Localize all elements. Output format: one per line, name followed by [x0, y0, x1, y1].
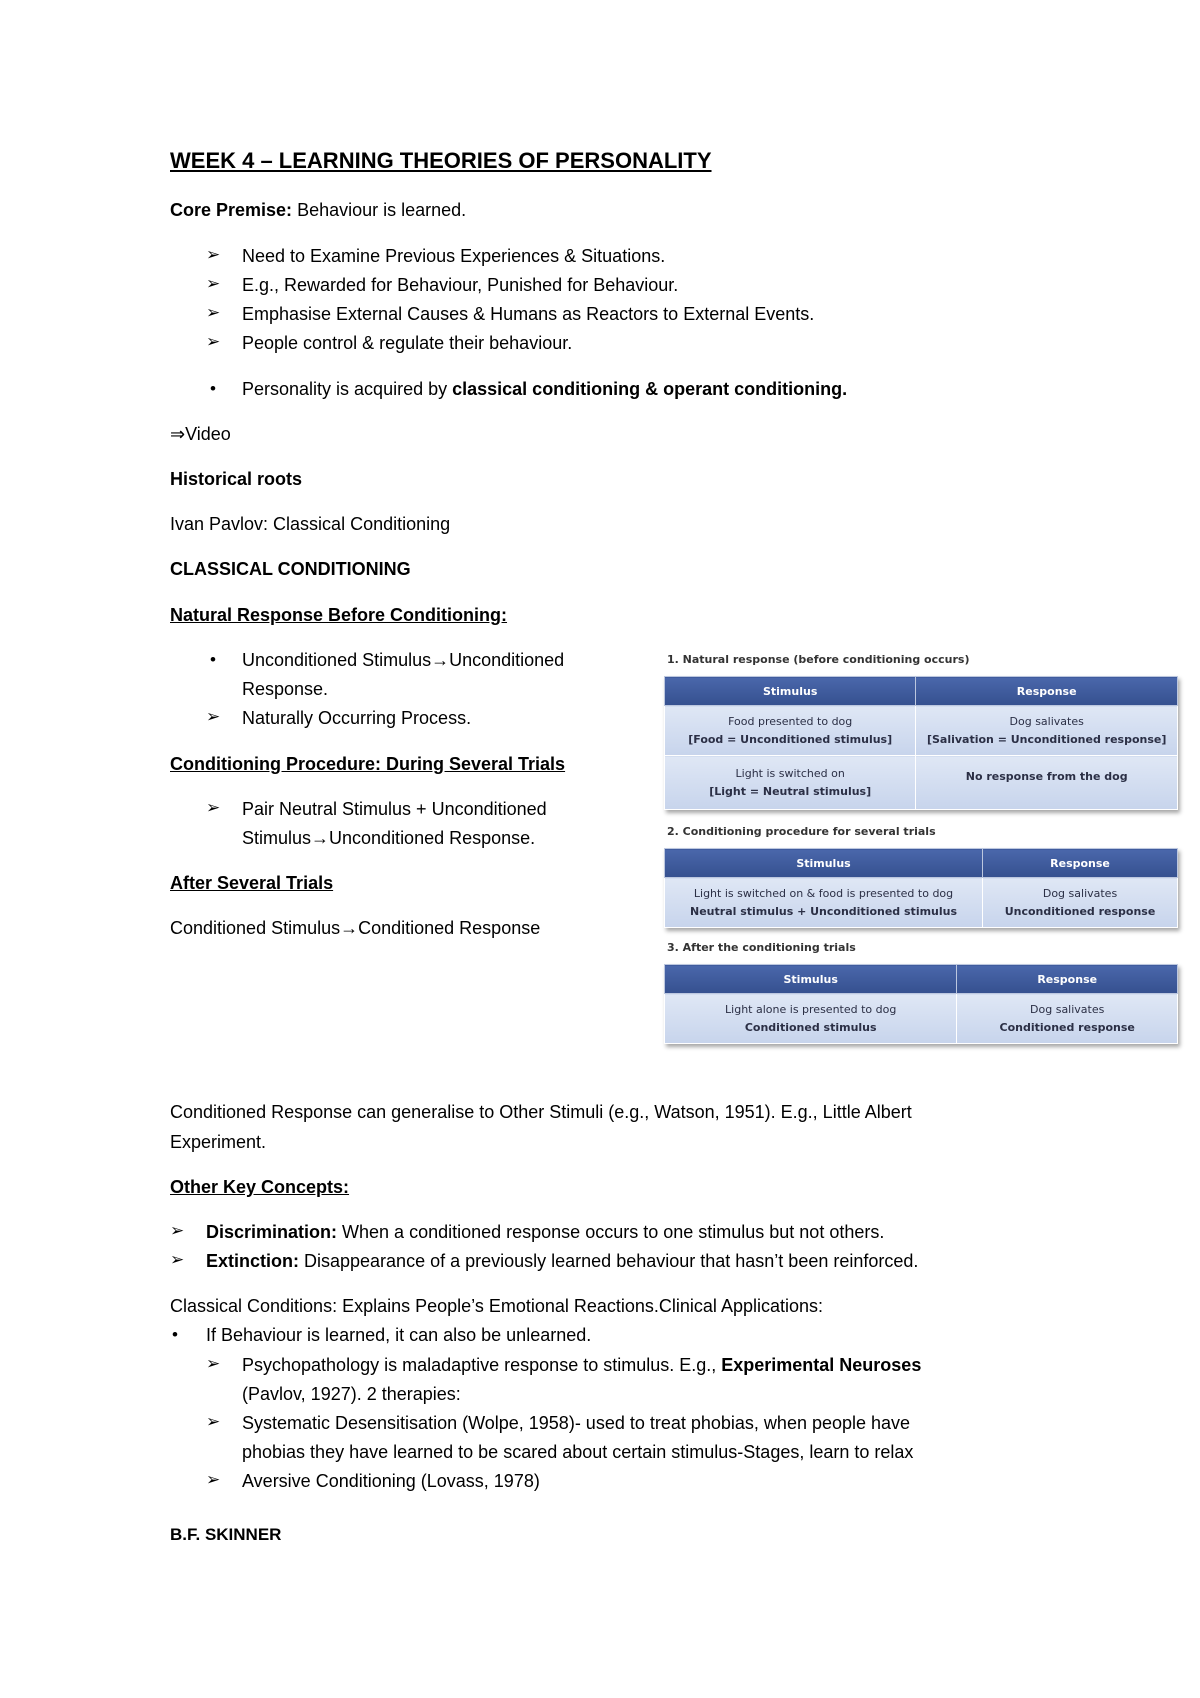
table-header: Stimulus [665, 965, 957, 994]
arrow-bullet-icon: ➢ [206, 274, 221, 293]
page-title: WEEK 4 – LEARNING THEORIES OF PERSONALITY [170, 148, 712, 173]
acquired-statement [242, 378, 847, 400]
procedure-item-line2: Stimulus→Unconditioned Response. [242, 828, 536, 848]
arrow-bullet-icon: ➢ [206, 245, 221, 264]
arrow-bullet-icon: ➢ [206, 707, 221, 726]
table-cell: Food presented to dog [Food = Unconditioned stimulus] [665, 706, 916, 756]
arrow-bullet-icon: ➢ [206, 1354, 221, 1373]
table-natural-response [664, 676, 1178, 810]
core-premise [170, 199, 466, 221]
table-cell: Light alone is presented to dog Conditioned stimulus [665, 994, 957, 1044]
table-header: Response [983, 849, 1178, 878]
core-premise-label: Core Premise: [170, 200, 293, 220]
concept-item: Discrimination: When a conditioned response occurs to one stimulus but not others. [206, 1222, 885, 1242]
skinner-heading: B.F. SKINNER [170, 1525, 282, 1544]
natural-item-arrow: Naturally Occurring Process. [242, 708, 472, 728]
acquired-bold: classical conditioning & operant conditioning. [452, 379, 848, 399]
table-header: Stimulus [665, 849, 983, 878]
table-after-conditioning [664, 964, 1178, 1044]
systematic-line2: phobias they have learned to be scared about certain stimulus-Stages, learn to relax [242, 1442, 914, 1462]
pavlov-line: Ivan Pavlov: Classical Conditioning [170, 514, 451, 534]
table-header: Response [916, 677, 1178, 706]
aversive-item: Aversive Conditioning (Lovass, 1978) [242, 1471, 540, 1491]
table-header: Response [957, 965, 1178, 994]
table-cell: No response from the dog [916, 756, 1178, 810]
procedure-item-line1: Pair Neutral Stimulus + Unconditioned [242, 799, 547, 819]
figure-label-3: 3. After the conditioning trials [667, 941, 856, 954]
natural-item-line2: Response. [242, 679, 329, 699]
figure-label-1: 1. Natural response (before conditioning occurs) [667, 653, 970, 666]
arrow-bullet-icon: ➢ [206, 303, 221, 322]
after-text: Conditioned Stimulus→Conditioned Response [170, 918, 541, 938]
bullet-icon: • [210, 650, 216, 669]
natural-item-line1: Unconditioned Stimulus→Unconditioned [242, 650, 565, 670]
psychopathology-line2: (Pavlov, 1927). 2 therapies: [242, 1384, 461, 1404]
procedure-heading: Conditioning Procedure: During Several Trials [170, 754, 566, 774]
arrow-bullet-icon: ➢ [206, 1412, 221, 1431]
after-heading: After Several Trials [170, 873, 334, 893]
table-cell: Dog salivates [Salivation = Unconditioned response] [916, 706, 1178, 756]
other-concepts-heading: Other Key Concepts: [170, 1177, 350, 1197]
arrow-bullet-icon: ➢ [206, 1470, 221, 1489]
arrow-bullet-icon: ➢ [170, 1250, 185, 1269]
natural-heading: Natural Response Before Conditioning: [170, 605, 508, 625]
list-item: Emphasise External Causes & Humans as Reactors to External Events. [242, 304, 815, 324]
unlearned-item: If Behaviour is learned, it can also be unlearned. [206, 1325, 592, 1345]
arrow-bullet-icon: ➢ [206, 332, 221, 351]
table-cell: Dog salivates Conditioned response [957, 994, 1178, 1044]
psychopathology-item: Psychopathology is maladaptive response to stimulus. E.g., Experimental Neuroses [242, 1355, 922, 1375]
generalise-line2: Experiment. [170, 1132, 267, 1152]
table-cell: Dog salivates Unconditioned response [983, 878, 1178, 928]
table-conditioning-procedure [664, 848, 1178, 928]
figure-label-2: 2. Conditioning procedure for several trials [667, 825, 936, 838]
list-item: E.g., Rewarded for Behaviour, Punished for Behaviour. [242, 275, 679, 295]
acquired-text: Personality is acquired by [242, 379, 453, 399]
systematic-line1: Systematic Desensitisation (Wolpe, 1958)- used to treat phobias, when people have [242, 1413, 911, 1433]
core-premise-text: Behaviour is learned. [292, 200, 467, 220]
bullet-icon: • [172, 1325, 178, 1344]
list-item: People control & regulate their behaviour. [242, 333, 573, 353]
clinical-applications-line: Classical Conditions: Explains People’s Emotional Reactions.Clinical Applications: [170, 1296, 824, 1316]
video-link[interactable]: ⇒Video [170, 424, 231, 444]
table-header: Stimulus [665, 677, 916, 706]
list-item: Need to Examine Previous Experiences & Situations. [242, 246, 666, 266]
table-cell: Light is switched on [Light = Neutral stimulus] [665, 756, 916, 810]
table-cell: Light is switched on & food is presented to dog Neutral stimulus + Unconditioned stimulus [665, 878, 983, 928]
arrow-bullet-icon: ➢ [206, 798, 221, 817]
historical-roots-heading: Historical roots [170, 469, 303, 489]
bullet-icon: • [210, 379, 216, 398]
concept-item: Extinction: Disappearance of a previously learned behaviour that hasn’t been reinforced. [206, 1251, 919, 1271]
arrow-bullet-icon: ➢ [170, 1221, 185, 1240]
classical-heading: CLASSICAL CONDITIONING [170, 559, 411, 579]
generalise-line1: Conditioned Response can generalise to Other Stimuli (e.g., Watson, 1951). E.g., Little Albert [170, 1102, 912, 1122]
